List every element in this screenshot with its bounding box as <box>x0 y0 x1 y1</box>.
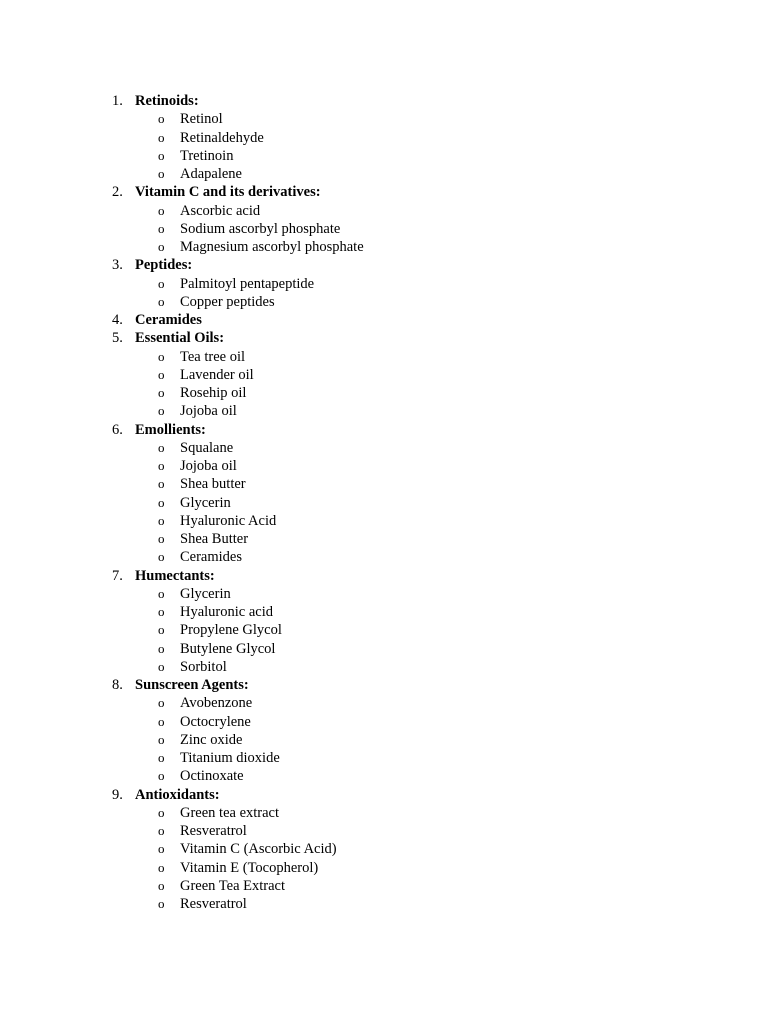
section-heading: Antioxidants: <box>135 786 220 803</box>
circle-bullet-icon: o <box>158 622 165 638</box>
section-heading: Essential Oils: <box>135 330 225 347</box>
circle-bullet-icon: o <box>158 549 165 565</box>
section-number: 8. <box>112 677 123 693</box>
sub-item-text: Green tea extract <box>180 804 280 821</box>
circle-bullet-icon: o <box>158 604 165 619</box>
sub-item-text: Lavender oil <box>180 366 254 383</box>
sub-item-text: Avobenzone <box>180 695 253 712</box>
circle-bullet-icon: o <box>158 293 165 309</box>
sub-item-text: Palmitoyl pentapeptide <box>180 275 315 292</box>
circle-bullet-icon: o <box>158 166 165 181</box>
circle-bullet-icon: o <box>158 512 165 528</box>
section-heading: Vitamin C and its derivatives: <box>135 184 321 201</box>
sub-item-text: Hyaluronic acid <box>180 604 274 620</box>
circle-bullet-icon: o <box>158 129 165 145</box>
sub-item-text: Titanium dioxide <box>180 750 280 766</box>
circle-bullet-icon: o <box>158 877 165 893</box>
circle-bullet-icon: o <box>158 494 165 510</box>
circle-bullet-icon: o <box>158 823 165 838</box>
sub-item-text: Tea tree oil <box>180 348 246 365</box>
circle-bullet-icon: o <box>158 750 165 765</box>
section-number: 4. <box>112 312 123 328</box>
circle-bullet-icon: o <box>158 385 165 400</box>
circle-bullet-icon: o <box>158 147 165 163</box>
section-heading: Peptides: <box>135 257 193 274</box>
sub-item-text: Propylene Glycol <box>180 622 282 639</box>
circle-bullet-icon: o <box>158 585 165 601</box>
section-heading: Retinoids: <box>135 93 199 109</box>
sub-item-text: Resveratrol <box>180 823 247 839</box>
sub-item-text: Rosehip oil <box>180 385 247 401</box>
sub-item-text: Vitamin E (Tocopherol) <box>180 859 319 876</box>
circle-bullet-icon: o <box>158 731 165 747</box>
circle-bullet-icon: o <box>158 458 165 473</box>
section-heading: Sunscreen Agents: <box>135 677 249 693</box>
circle-bullet-icon: o <box>158 202 165 218</box>
section-number: 6. <box>112 421 123 438</box>
sub-item-text: Ascorbic acid <box>180 202 261 219</box>
sub-item-text: Octinoxate <box>180 768 244 785</box>
sub-item-text: Hyaluronic Acid <box>180 512 277 529</box>
section-heading: Ceramides <box>135 312 202 328</box>
sub-item-text: Sodium ascorbyl phosphate <box>180 220 341 237</box>
sub-item-text: Vitamin C (Ascorbic Acid) <box>180 841 337 858</box>
sub-item-text: Shea Butter <box>180 531 249 547</box>
circle-bullet-icon: o <box>158 366 165 382</box>
sub-item-text: Copper peptides <box>180 293 275 310</box>
circle-bullet-icon: o <box>158 896 165 911</box>
section-number: 9. <box>112 786 123 803</box>
sub-item-text: Glycerin <box>180 585 231 602</box>
sub-item-text: Zinc oxide <box>180 731 243 748</box>
section-number: 1. <box>112 93 123 109</box>
circle-bullet-icon: o <box>158 220 165 236</box>
sub-item-text: Magnesium ascorbyl phosphate <box>180 239 364 255</box>
circle-bullet-icon: o <box>158 476 165 492</box>
sub-item-text: Retinol <box>180 111 223 128</box>
sub-item-text: Jojoba oil <box>180 403 237 420</box>
circle-bullet-icon: o <box>158 713 165 729</box>
sub-item-text: Butylene Glycol <box>180 640 276 657</box>
sub-item-text: Squalane <box>180 439 234 456</box>
sub-item-text: Shea butter <box>180 476 246 493</box>
section-number: 2. <box>112 184 123 201</box>
sub-item-text: Retinaldehyde <box>180 129 264 146</box>
sub-item-text: Jojoba oil <box>180 458 237 474</box>
circle-bullet-icon: o <box>158 768 165 784</box>
sub-item-text: Ceramides <box>180 549 243 566</box>
sub-item-text: Sorbitol <box>180 658 227 675</box>
sub-item-text: Tretinoin <box>180 147 234 164</box>
sub-item-text: Adapalene <box>180 166 242 182</box>
circle-bullet-icon: o <box>158 804 165 820</box>
circle-bullet-icon: o <box>158 239 165 254</box>
section-number: 3. <box>112 257 123 274</box>
circle-bullet-icon: o <box>158 859 165 875</box>
circle-bullet-icon: o <box>158 658 165 674</box>
circle-bullet-icon: o <box>158 841 165 857</box>
section-number: 5. <box>112 330 123 347</box>
circle-bullet-icon: o <box>158 111 165 127</box>
circle-bullet-icon: o <box>158 403 165 419</box>
sub-item-text: Resveratrol <box>180 896 247 912</box>
sub-item-text: Green Tea Extract <box>180 877 285 894</box>
section-number: 7. <box>112 567 123 584</box>
circle-bullet-icon: o <box>158 531 165 546</box>
circle-bullet-icon: o <box>158 348 165 364</box>
section-heading: Emollients: <box>135 421 206 438</box>
circle-bullet-icon: o <box>158 640 165 656</box>
section-heading: Humectants: <box>135 567 215 584</box>
circle-bullet-icon: o <box>158 275 165 291</box>
sub-item-text: Octocrylene <box>180 713 251 730</box>
circle-bullet-icon: o <box>158 695 165 711</box>
sub-item-text: Glycerin <box>180 494 231 511</box>
circle-bullet-icon: o <box>158 439 165 455</box>
